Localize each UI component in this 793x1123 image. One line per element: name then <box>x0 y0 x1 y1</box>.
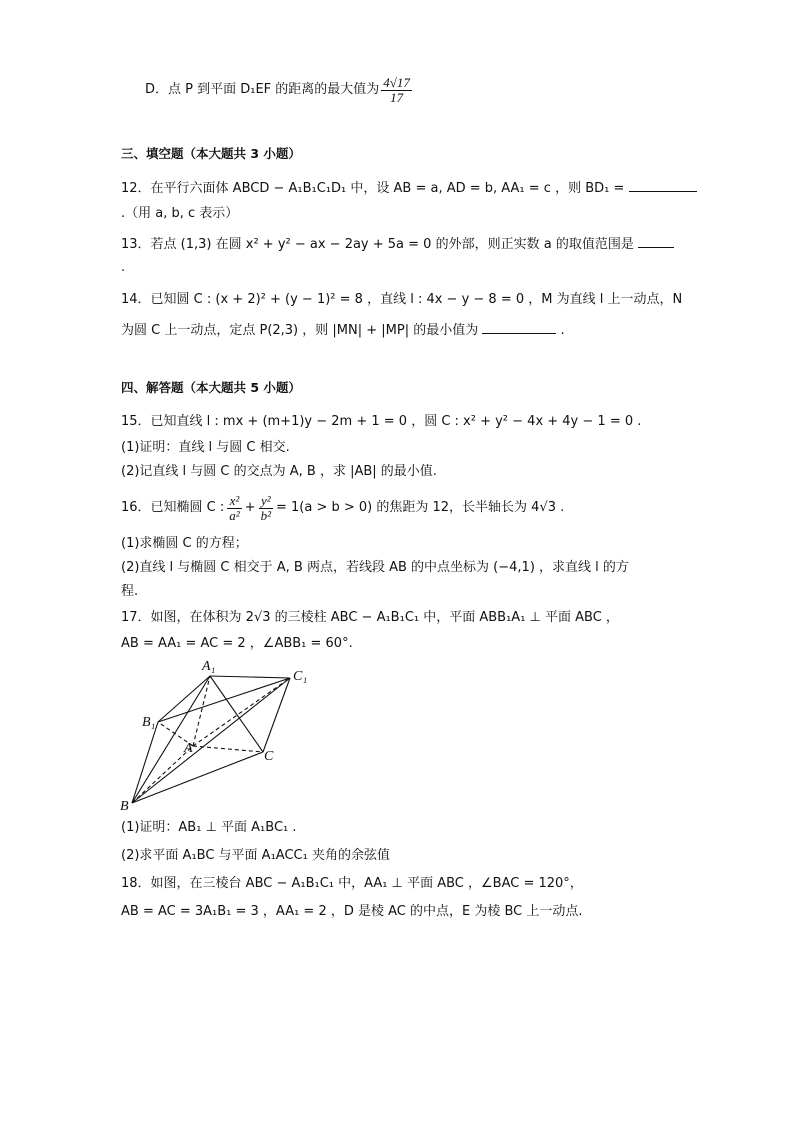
question-18-line-1: 18．如图，在三棱台 ABC − A₁B₁C₁ 中，AA₁ ⊥ 平面 ABC ，∠BAC = 120°， <box>121 876 583 891</box>
question-17-part-1: (1)证明：AB₁ ⊥ 平面 A₁BC₁ . <box>121 820 297 835</box>
option-d <box>145 72 412 108</box>
edge-a1-c1 <box>210 676 290 678</box>
question-16-suffix: = 1(a > b > 0) 的焦距为 12，长半轴长为 4√3 . <box>275 500 565 515</box>
fraction-numerator: 4√17 <box>383 74 410 90</box>
question-17-part-2: (2)求平面 A₁BC 与平面 A₁ACC₁ 夹角的余弦值 <box>121 848 390 863</box>
question-16-part-1: (1)求椭圆 C 的方程； <box>121 536 248 551</box>
question-15-part-1: (1)证明：直线 l 与圆 C 相交. <box>121 440 290 455</box>
fraction-y-over-b <box>259 494 273 523</box>
fraction-denominator: b² <box>260 507 271 523</box>
vertex-label-c1: C₁ <box>293 669 308 684</box>
question-12-line-1 <box>121 178 697 199</box>
edge-a1-c <box>210 676 263 752</box>
question-13-text: 13．若点 (1,3) 在圆 x² + y² − ax − 2ay + 5a = 0 的外部，则正实数 a 的取值范围是 <box>121 237 634 252</box>
vertex-label-a1: A₁ <box>202 659 216 674</box>
section-heading-fill-in: 三、填空题（本大题共 3 小题） <box>121 146 301 161</box>
fraction-numerator: x² <box>227 494 241 509</box>
question-14-line-1: 14．已知圆 C : (x + 2)² + (y − 1)² = 8 ，直线 l : 4x − y − 8 = 0 ，M 为直线 l 上一动点，N <box>121 292 683 307</box>
question-13-line-2: . <box>121 260 126 275</box>
question-16-part-2b: 程. <box>121 584 139 599</box>
edge-b-a1 <box>132 676 210 803</box>
prism-figure <box>118 654 318 814</box>
fraction-denominator: a² <box>229 507 240 523</box>
vertex-label-a: A <box>184 741 193 756</box>
vertex-label-c: C <box>264 749 274 764</box>
question-16-line-1 <box>121 488 564 528</box>
question-12-text: 12．在平行六面体 ABCD − A₁B₁C₁D₁ 中，设 AB = a, AD = b, AA₁ = c ，则 BD₁ = <box>121 181 625 196</box>
fraction-numerator: y² <box>259 494 273 509</box>
section-heading-solutions: 四、解答题（本大题共 5 小题） <box>121 380 301 395</box>
edge-b1-a1 <box>158 676 210 722</box>
question-12-line-2: .（用 a, b, c 表示） <box>121 206 239 221</box>
edge-b1-c1 <box>158 678 290 722</box>
question-17-line-1: 17．如图，在体积为 2√3 的三棱柱 ABC − A₁B₁C₁ 中，平面 ABB₁A₁ ⊥ 平面 ABC ， <box>121 610 619 625</box>
vertex-label-b1: B₁ <box>142 715 156 730</box>
question-13-line-1 <box>121 234 674 255</box>
vertex-label-b: B <box>120 799 129 814</box>
answer-blank-12[interactable] <box>629 178 697 192</box>
hidden-edge-a-c <box>193 746 263 752</box>
question-15-line-1: 15．已知直线 l : mx + (m+1)y − 2m + 1 = 0 ，圆 C : x² + y² − 4x + 4y − 1 = 0 . <box>121 414 642 429</box>
question-18-line-2: AB = AC = 3A₁B₁ = 3 ，AA₁ = 2 ，D 是棱 AC 的中点，E 为棱 BC 上一动点. <box>121 904 583 919</box>
fraction-x-over-a <box>227 494 241 523</box>
edge-b-c1 <box>132 678 290 803</box>
question-14-line-2 <box>121 320 565 341</box>
answer-blank-13[interactable] <box>638 234 674 248</box>
question-16-part-2a: (2)直线 l 与椭圆 C 相交于 A, B 两点，若线段 AB 的中点坐标为 (−4,1) ，求直线 l 的方 <box>121 560 629 575</box>
question-16-prefix: 16．已知椭圆 C : <box>121 500 225 515</box>
answer-blank-14[interactable] <box>482 320 556 334</box>
fraction-denominator: 17 <box>390 89 404 105</box>
edge-b-c <box>132 752 263 803</box>
question-17-line-2: AB = AA₁ = AC = 2 ，∠ABB₁ = 60°. <box>121 636 353 651</box>
option-d-text: D．点 P 到平面 D₁EF 的距离的最大值为 <box>145 82 380 97</box>
question-14-end: . <box>560 323 565 338</box>
question-15-part-2: (2)记直线 l 与圆 C 的交点为 A, B ，求 |AB| 的最小值. <box>121 464 437 479</box>
question-14-text: 为圆 C 上一动点，定点 P(2,3) ，则 |MN| + |MP| 的最小值为 <box>121 323 479 338</box>
option-d-fraction <box>381 76 412 105</box>
plus-sign: + <box>244 500 256 515</box>
